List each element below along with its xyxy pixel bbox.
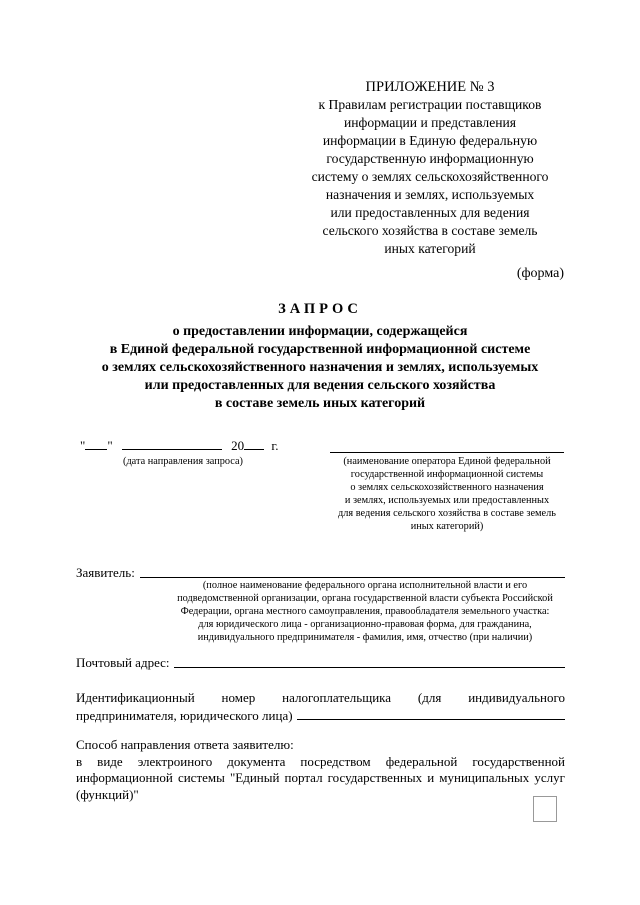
response-method-line: (функций)"	[76, 786, 139, 802]
appendix-title: ПРИЛОЖЕНИЕ № 3	[365, 79, 495, 95]
appendix-line: систему о землях сельскохозяйственного	[311, 169, 549, 184]
inn-value-line[interactable]	[297, 719, 565, 720]
appendix-line: государственную информационную	[326, 151, 534, 166]
applicant-caption	[150, 579, 580, 644]
appendix-line: к Правилам регистрации поставщиков	[318, 97, 542, 112]
appendix-line: или предоставленных для ведения	[330, 205, 530, 220]
appendix-line: сельского хозяйства в составе земель	[322, 223, 538, 238]
subtitle-line: о землях сельскохозяйственного назначения и землях, используемых	[101, 360, 539, 375]
inn-word: Идентификационный	[76, 690, 195, 705]
operator-caption-line: иных категорий)	[410, 521, 484, 532]
inn-word: налогоплательщика	[282, 690, 392, 705]
appendix-line: иных категорий	[384, 241, 476, 256]
month-blank[interactable]	[122, 437, 222, 450]
quote-open: "	[80, 438, 86, 453]
form-label: (форма)	[516, 266, 564, 281]
subtitle-line: в составе земель иных категорий	[214, 396, 426, 411]
document-subtitle	[60, 323, 580, 413]
applicant-caption-line: подведомственной организации, органа государственной власти субъекта Российской	[177, 593, 553, 604]
postal-label: Почтовый адрес:	[76, 655, 170, 670]
applicant-caption-line: (полное наименование федерального органа исполнительной власти и его	[202, 580, 528, 591]
day-blank[interactable]	[85, 437, 107, 450]
applicant-caption-line: Федерации, органа местного самоуправления, правообладателя земельного участка:	[180, 606, 550, 617]
operator-caption-line: для ведения сельского хозяйства в составе земель	[338, 508, 556, 519]
operator-caption	[330, 455, 564, 533]
response-method-line: информационной системы "Единый портал государственных и муниципальных услуг	[76, 770, 565, 785]
inn-word: индивидуального	[468, 690, 565, 705]
document-title: ЗАПРОС	[278, 301, 362, 317]
appendix-header	[300, 78, 560, 258]
date-caption: (дата направления запроса)	[123, 456, 243, 467]
year-prefix: 20	[231, 438, 245, 453]
year-blank[interactable]	[244, 437, 264, 450]
inn-word: номер	[221, 690, 256, 705]
inn-line2: предпринимателя, юридического лица)	[76, 708, 293, 723]
appendix-line: назначения и землях, используемых	[325, 187, 535, 202]
response-method-label: Способ направления ответа заявителю:	[76, 737, 294, 752]
subtitle-line: о предоставлении информации, содержащейся	[172, 324, 468, 339]
operator-caption-line: о землях сельскохозяйственного назначения	[350, 482, 544, 493]
date-field[interactable]	[80, 437, 279, 454]
subtitle-line: в Единой федеральной государственной информационной системе	[109, 342, 531, 357]
inn-word: (для	[417, 690, 442, 705]
applicant-label: Заявитель:	[76, 565, 135, 580]
quote-close: "	[107, 438, 113, 453]
response-method-block	[76, 737, 565, 803]
inn-row	[76, 689, 565, 707]
operator-caption-line: (наименование оператора Единой федеральной	[343, 456, 551, 467]
operator-caption-line: и землях, используемых или предоставленных	[344, 495, 550, 506]
appendix-line: информации и представления	[343, 115, 517, 130]
applicant-caption-line: для юридического лица - организационно-правовая форма, для гражданина,	[198, 619, 532, 630]
postal-address-line[interactable]	[174, 667, 565, 668]
response-method-checkbox[interactable]	[533, 796, 557, 822]
subtitle-line: или предоставленных для ведения сельского хозяйства	[144, 378, 496, 393]
operator-caption-line: государственной информационной системы	[350, 469, 544, 480]
appendix-line: информации в Единую федеральную	[322, 133, 538, 148]
response-method-line: в виде электроиного документа посредством федеральной государственной	[76, 753, 565, 769]
year-suffix: г.	[271, 438, 279, 453]
operator-name-line[interactable]	[330, 452, 564, 453]
applicant-line[interactable]	[140, 577, 565, 578]
applicant-caption-line: индивидуального предпринимателя - фамилия, имя, отчество (при наличии)	[197, 632, 533, 643]
